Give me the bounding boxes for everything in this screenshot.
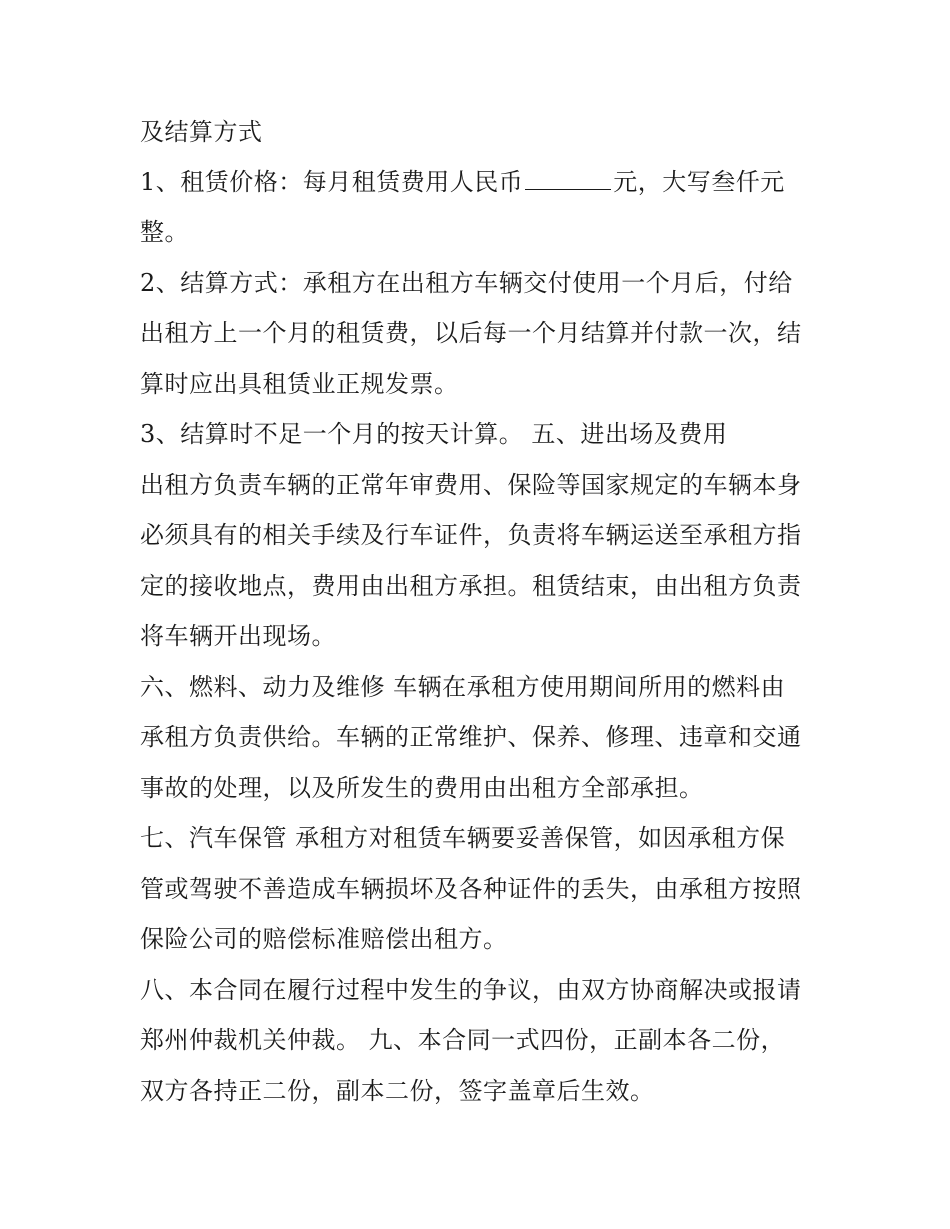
text-line: 管或驾驶不善造成车辆损坏及各种证件的丢失，由承租方按照 xyxy=(140,875,802,903)
text-line: 3、结算时不足一个月的按天计算。 五、进出场及费用 xyxy=(140,420,728,448)
text-line: 郑州仲裁机关仲裁。 九、本合同一式四份，正副本各二份， xyxy=(140,1026,786,1054)
price-label: 1、租赁价格：每月租赁费用人民币 xyxy=(140,168,524,196)
text-line: 2、结算方式：承租方在出租方车辆交付使用一个月后，付给 xyxy=(140,269,793,297)
text-line: 整。 xyxy=(140,218,189,246)
text-line: 出租方负责车辆的正常年审费用、保险等国家规定的车辆本身 xyxy=(140,471,802,499)
text-line: 承租方负责供给。车辆的正常维护、保养、修理、违章和交通 xyxy=(140,723,802,751)
text-line: 七、汽车保管 承租方对租赁车辆要妥善保管，如因承租方保 xyxy=(140,824,786,852)
text-line: 事故的处理，以及所发生的费用由出租方全部承担。 xyxy=(140,774,704,802)
text-line: 及结算方式 xyxy=(140,118,263,146)
blank-underline xyxy=(525,167,611,190)
text-line-price xyxy=(140,167,785,197)
text-line: 必须具有的相关手续及行车证件，负责将车辆运送至承租方指 xyxy=(140,521,802,549)
text-line: 算时应出具租赁业正规发票。 xyxy=(140,370,459,398)
text-line: 将车辆开出现场。 xyxy=(140,622,336,650)
text-line: 八、本合同在履行过程中发生的争议，由双方协商解决或报请 xyxy=(140,976,802,1004)
text-line: 双方各持正二份，副本二份，签字盖章后生效。 xyxy=(140,1077,655,1105)
price-suffix: 元，大写叁仟元 xyxy=(613,168,785,196)
text-line: 出租方上一个月的租赁费，以后每一个月结算并付款一次，结 xyxy=(140,319,802,347)
text-line: 保险公司的赔偿标准赔偿出租方。 xyxy=(140,925,508,953)
text-line: 六、燃料、动力及维修 车辆在承租方使用期间所用的燃料由 xyxy=(140,673,786,701)
text-line: 定的接收地点，费用由出租方承担。租赁结束，由出租方负责 xyxy=(140,572,802,600)
